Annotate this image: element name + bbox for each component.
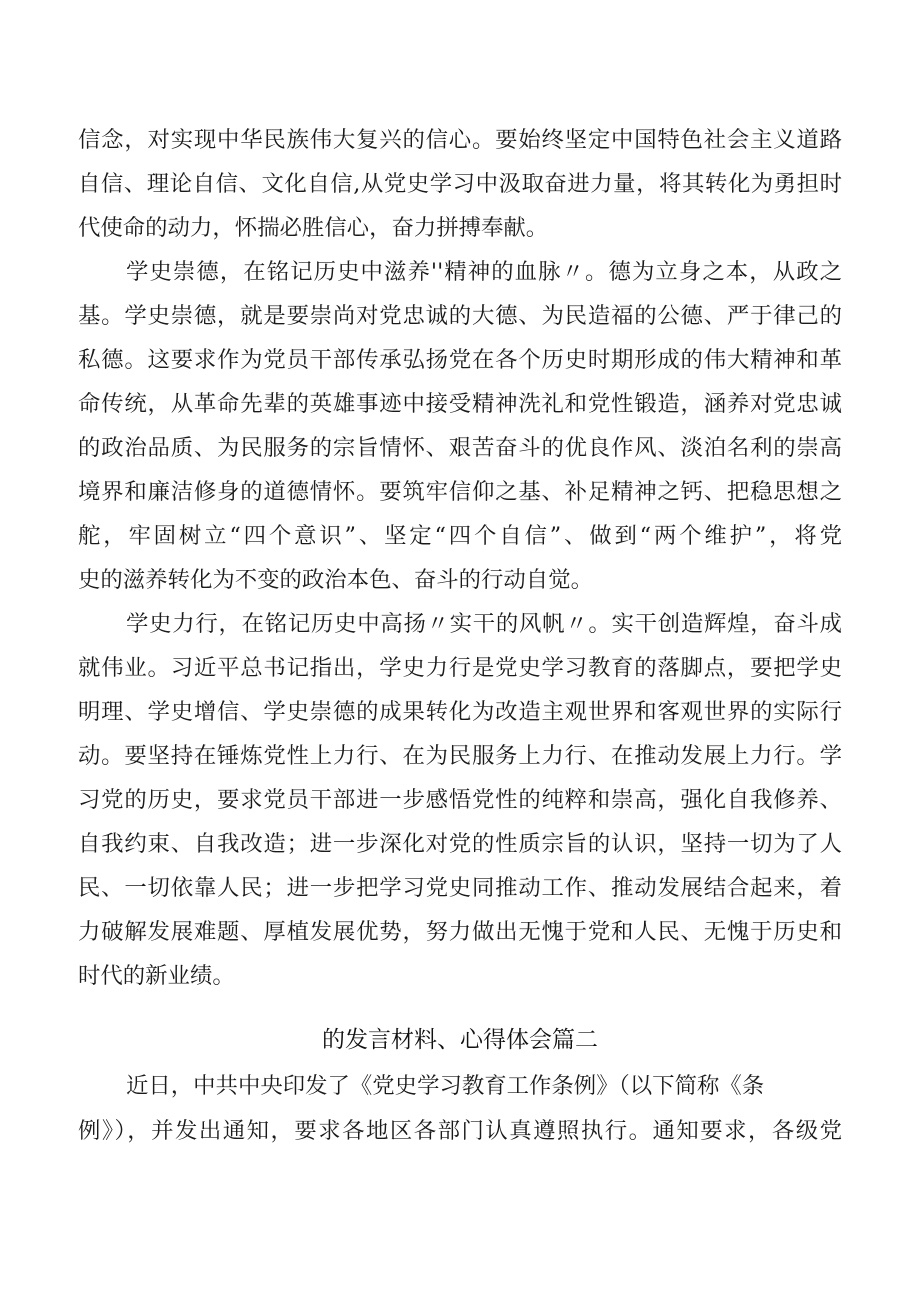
paragraph-2-line-3: 私德。这要求作为党员干部传承弘扬党在各个历史时期形成的伟大精神和革 <box>78 347 842 373</box>
paragraph-3-line-5: 习党的历史，要求党员干部进一步感悟党性的纯粹和崇高，强化自我修养、 <box>78 787 842 813</box>
closing-line-1: 近日，中共中央印发了《党史学习教育工作条例》（以下简称《条 <box>126 1073 765 1099</box>
paragraph-3-line-4: 动。要坚持在锤炼党性上力行、在为民服务上力行、在推动发展上力行。学 <box>78 743 842 769</box>
paragraph-2-line-5: 的政治品质、为民服务的宗旨情怀、艰苦奋斗的优良作风、淡泊名利的崇高 <box>78 435 842 461</box>
paragraph-3-line-8: 力破解发展难题、厚植发展优势，努力做出无愧于党和人民、无愧于历史和 <box>78 919 842 945</box>
paragraph-3-line-1: 学史力行，在铭记历史中高扬〃实干的风帆〃。实干创造辉煌，奋斗成 <box>126 611 842 637</box>
section-heading: 的发言材料、心得体会篇二 <box>322 1027 598 1053</box>
paragraph-2-line-7: 舵，牢固树立“四个意识”、坚定“四个自信”、做到“两个维护”，将党 <box>78 523 842 549</box>
paragraph-2-line-2: 基。学史崇德，就是要崇尚对党忠诚的大德、为民造福的公德、严于律己的 <box>78 303 842 329</box>
closing-line-2: 例》），并发出通知，要求各地区各部门认真遵照执行。通知要求，各级党 <box>78 1118 842 1144</box>
paragraph-3-line-7: 民、一切依靠人民；进一步把学习党史同推动工作、推动发展结合起来，着 <box>78 875 842 901</box>
paragraph-3-line-6: 自我约束、自我改造；进一步深化对党的性质宗旨的认识，坚持一切为了人 <box>78 831 842 857</box>
paragraph-3-line-3: 明理、学史增信、学史崇德的成果转化为改造主观世界和客观世界的实际行 <box>78 699 842 725</box>
paragraph-2-line-4: 命传统，从革命先辈的英雄事迹中接受精神洗礼和党性锻造，涵养对党忠诚 <box>78 391 842 417</box>
paragraph-3-line-9: 时代的新业绩。 <box>78 963 235 989</box>
paragraph-1-line-1: 信念，对实现中华民族伟大复兴的信心。要始终坚定中国特色社会主义道路 <box>78 127 842 153</box>
paragraph-2-line-1: 学史崇德，在铭记历史中滋养''精神的血脉〃。德为立身之本，从政之 <box>126 259 842 285</box>
paragraph-1-line-3: 代使命的动力，怀揣必胜信心，奋力拼搏奉献。 <box>78 215 549 241</box>
paragraph-2-line-8: 史的滋养转化为不变的政治本色、奋斗的行动自觉。 <box>78 567 593 593</box>
paragraph-2-line-6: 境界和廉洁修身的道德情怀。要筑牢信仰之基、补足精神之钙、把稳思想之 <box>78 479 842 505</box>
paragraph-1-line-2: 自信、理论自信、文化自信,从党史学习中汲取奋进力量，将其转化为勇担时 <box>78 171 842 197</box>
paragraph-3-line-2: 就伟业。习近平总书记指出，学史力行是党史学习教育的落脚点，要把学史 <box>78 655 842 681</box>
